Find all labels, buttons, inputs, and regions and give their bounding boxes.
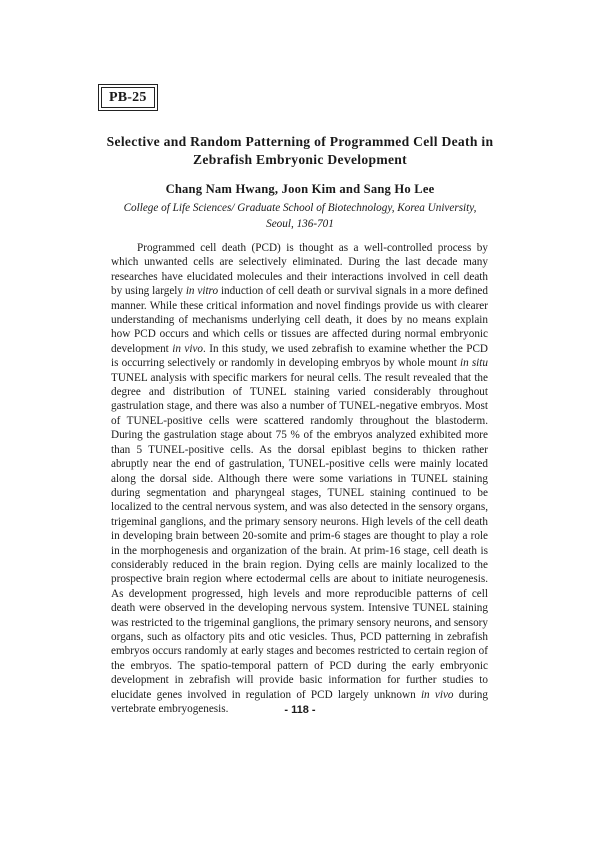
affiliation-line-1: College of Life Sciences/ Graduate School of Biotechnology, Korea University, xyxy=(123,202,477,214)
abstract-code-badge: PB-25 xyxy=(101,87,155,108)
abstract-text: during vertebrate embryogenesis. xyxy=(111,688,488,715)
abstract-body xyxy=(111,241,488,716)
abstract-text: . In this study, we used zebrafish to examine whether the PCD is occurring selectively or randomly in developing embryos by whole mount xyxy=(111,342,489,370)
abstract-text: induction of cell death or survival signals in a more defined manner. While these critical information and novel findings provide us with clearer understanding of mechanisms underlying cell death, it does by no means explain how PCD occurs and which cells or tissues are affected during normal embryonic development xyxy=(111,285,488,355)
paper-title xyxy=(80,133,520,169)
abstract-italic-term: in situ xyxy=(459,357,488,370)
abstract-italic-term: in vivo xyxy=(172,342,204,355)
abstract-text: Programmed cell death (PCD) is thought as a well-controlled process by which unwanted cells are selectively eliminated. During the last decade many researches have elucidated molecules and their interactions involved in cell death by using largely xyxy=(111,242,488,298)
title-line-1: Selective and Random Patterning of Programmed Cell Death in xyxy=(106,134,494,149)
affiliation xyxy=(80,200,520,232)
author-list: Chang Nam Hwang, Joon Kim and Sang Ho Lee xyxy=(165,182,435,196)
page-number: - 118 - xyxy=(284,704,316,716)
abstract-italic-term: in vitro xyxy=(185,285,219,298)
title-line-2: Zebrafish Embryonic Development xyxy=(193,152,407,167)
abstract-text: TUNEL analysis with specific markers for neural cells. The result revealed that the degree and distribution of TUNEL staining varied considerably throughout gastrulation stage, and there was also a number of TUNEL-negative embryos. Most of TUNEL-positive cells were scattered randomly throughout the blastoderm. During the gastrulation stage about 75 % of the embryos analyzed exhibited more than 5 TUNEL-positive cells. As the dorsal epiblast begins to thicken rather abruptly near the end of gastrulation, TUNEL-positive cells were mainly located along the dorsal side. Although there were some variations in TUNEL staining during segmentation and pharyngeal stages, TUNEL staining continued to be localized to the central nervous system, and was also detected in the sensory organs, trigeminal ganglions, and the primary sensory neurons. High levels of the cell death in developing brain between 20-somite and prim-6 stages are thought to play a role in the morphogenesis and organization of the brain. At prim-16 stage, cell death is considerably reduced in the brain region. Dying cells are mainly localized to the prospective brain region where ectodermal cells are about to initiate neurogenesis. As development progressed, high levels and more reproducible patterns of cell death were observed in the developing nervous system. Intensive TUNEL staining was restricted to the trigeminal ganglions, the primary sensory neurons, and sensory organs, such as olfactory pits and otic vesicles. Thus, PCD patterning in zebrafish embryos occurs randomly at early stages and becomes restricted to certain region of the embryos. The spatio-temporal pattern of PCD during the early embryonic development in zebrafish will provide basic information for further studies to elucidate genes involved in regulation of PCD largely unknown xyxy=(111,371,488,701)
affiliation-line-2: Seoul, 136-701 xyxy=(266,218,334,230)
abstract-italic-term: in vivo xyxy=(420,688,454,701)
